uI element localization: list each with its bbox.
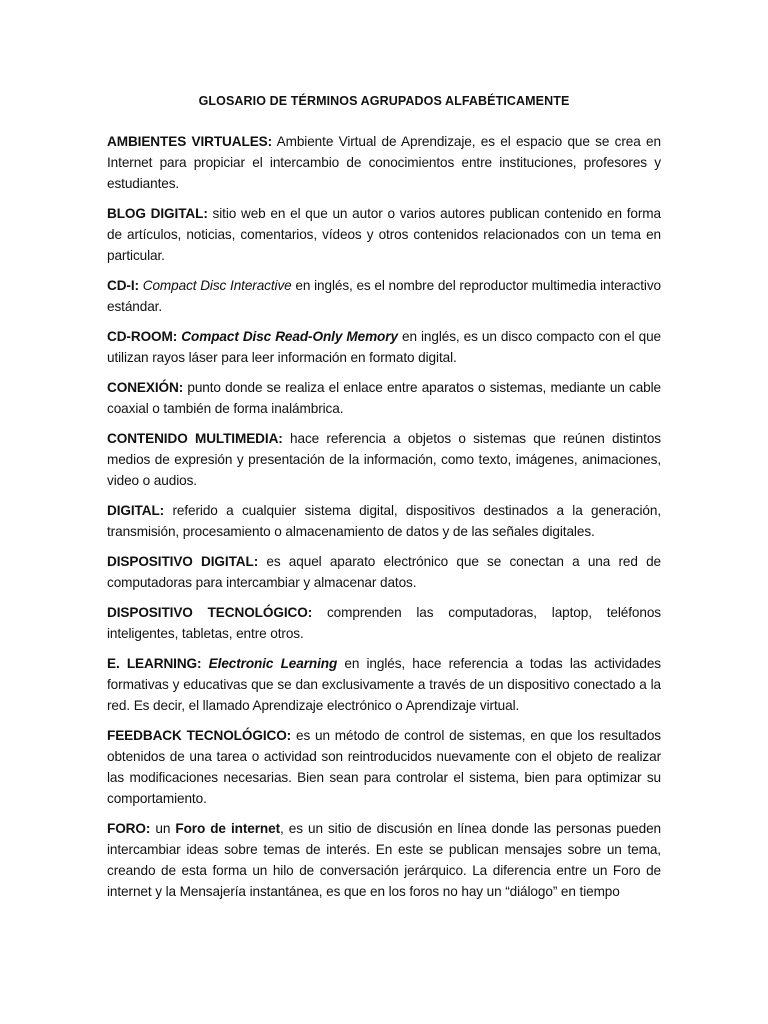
- glossary-entry-foro: [107, 818, 661, 902]
- glossary-entry-dispositivo-tecnologico: [107, 602, 661, 644]
- glossary-term: E. LEARNING:: [107, 656, 202, 671]
- glossary-term: DIGITAL:: [107, 503, 165, 518]
- glossary-term: CD-I:: [107, 278, 139, 293]
- glossary-entry-contenido-multimedia: [107, 428, 661, 491]
- glossary-definition: punto donde se realiza el enlace entre aparatos o sistemas, mediante un cable coaxial o también de forma inalámbrica.: [107, 380, 661, 416]
- glossary-term: DISPOSITIVO DIGITAL:: [107, 554, 259, 569]
- glossary-bold-italic-expansion: Compact Disc Read-Only Memory: [181, 329, 398, 344]
- glossary-entry-conexion: [107, 377, 661, 419]
- glossary-definition: referido a cualquier sistema digital, dispositivos destinados a la generación, transmisión, procesamiento o almacenamiento de datos y de las señales digitales.: [107, 503, 661, 539]
- glossary-connector-text: un: [150, 821, 176, 836]
- glossary-entry-feedback-tecnologico: [107, 725, 661, 809]
- glossary-definition: sitio web en el que un autor o varios autores publican contenido en forma de artículos, noticias, comentarios, vídeos y otros contenidos relacionados con un tema en particular.: [107, 206, 661, 263]
- glossary-term: DISPOSITIVO TECNOLÓGICO:: [107, 605, 313, 620]
- glossary-term: CD-ROOM:: [107, 329, 178, 344]
- glossary-italic-expansion: Compact Disc Interactive: [142, 278, 292, 293]
- glossary-definition: en inglés, hace referencia a todas las actividades formativas y educativas que se dan exclusivamente a través de un dispositivo conectado a la red. Es decir, el llamado Aprendizaje electrónico o Aprendizaje virtual.: [107, 656, 662, 713]
- document-page: [107, 88, 661, 911]
- document-title: GLOSARIO DE TÉRMINOS AGRUPADOS ALFABÉTICAMENTE: [198, 94, 570, 108]
- glossary-term: BLOG DIGITAL:: [107, 206, 208, 221]
- glossary-entry-cd-room: [107, 326, 661, 368]
- glossary-entry-digital: [107, 500, 661, 542]
- glossary-definition: comprenden las computadoras, laptop, teléfonos inteligentes, tabletas, entre otros.: [107, 605, 661, 641]
- glossary-entry-ambientes-virtuales: [107, 131, 661, 194]
- glossary-bold-italic-expansion: Electronic Learning: [208, 656, 338, 671]
- glossary-definition: Ambiente Virtual de Aprendizaje, es el espacio que se crea en Internet para propiciar el intercambio de conocimientos entre instituciones, profesores y estudiantes.: [107, 134, 661, 191]
- glossary-definition: en inglés, es un disco compacto con el que utilizan rayos láser para leer información en formato digital.: [107, 329, 661, 365]
- glossary-term: CONTENIDO MULTIMEDIA:: [107, 431, 283, 446]
- glossary-definition: es un método de control de sistemas, en que los resultados obtenidos de una tarea o actividad son reintroducidos nuevamente con el objeto de realizar las modificaciones necesarias. Bien sean para controlar el sistema, bien para optimizar su comportamiento.: [107, 728, 661, 806]
- glossary-term: AMBIENTES VIRTUALES:: [107, 134, 273, 149]
- glossary-bold-phrase: Foro de internet: [175, 821, 281, 836]
- glossary-definition: en inglés, es el nombre del reproductor multimedia interactivo estándar.: [107, 278, 661, 314]
- glossary-definition: hace referencia a objetos o sistemas que reúnen distintos medios de expresión y presentación de la información, como texto, imágenes, animaciones, video o audios.: [107, 431, 661, 488]
- glossary-term: CONEXIÓN:: [107, 380, 184, 395]
- glossary-entry-cd-i: [107, 275, 661, 317]
- glossary-term: FORO:: [107, 821, 151, 836]
- glossary-term: FEEDBACK TECNOLÓGICO:: [107, 728, 292, 743]
- glossary-definition: es aquel aparato electrónico que se conectan a una red de computadoras para intercambiar y almacenar datos.: [107, 554, 661, 590]
- glossary-entry-e-learning: [107, 653, 661, 716]
- glossary-definition: , es un sitio de discusión en línea donde las personas pueden intercambiar ideas sobre temas de interés. En este se publican mensajes sobre un tema, creando de esta forma un hilo de conversación jerárquico. La diferencia entre un Foro de internet y la Mensajería instantánea, es que en los foros no hay un “diálogo” en tiempo: [107, 821, 662, 899]
- glossary-entry-blog-digital: [107, 203, 661, 266]
- glossary-entry-dispositivo-digital: [107, 551, 661, 593]
